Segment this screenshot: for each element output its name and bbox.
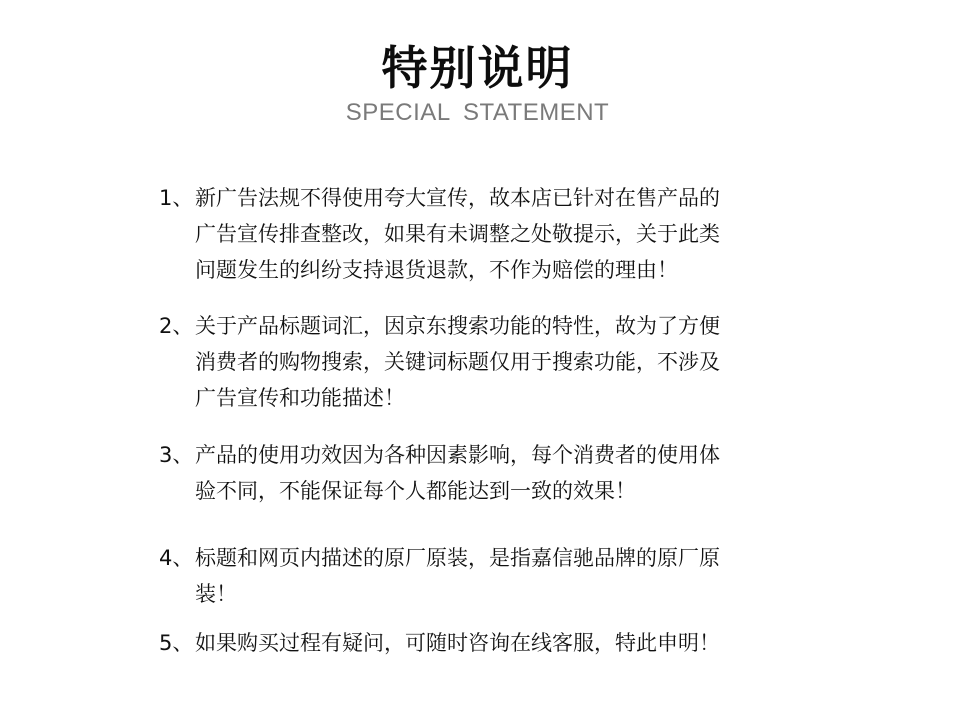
page-subtitle: SPECIAL STATEMENT (345, 99, 610, 126)
item-text (195, 625, 799, 661)
item-line: 广告宣传和功能描述！ (195, 386, 405, 410)
item-number: 2、 (159, 314, 194, 338)
item-line: 装！ (195, 582, 237, 606)
item-text (195, 308, 799, 416)
item-line: 产品的使用功效因为各种因素影响，每个消费者的使用体 (195, 443, 720, 467)
item-line: 如果购买过程有疑问，可随时咨询在线客服，特此申明！ (195, 631, 720, 655)
item-number: 3、 (159, 443, 194, 467)
item-number: 4、 (159, 546, 194, 570)
page-title: 特别说明 (381, 41, 574, 95)
item-number: 5、 (159, 631, 194, 655)
statement-item-3 (159, 437, 799, 509)
item-line: 消费者的购物搜索，关键词标题仅用于搜索功能，不涉及 (195, 350, 720, 374)
item-line: 新广告法规不得使用夸大宣传，故本店已针对在售产品的 (195, 186, 720, 210)
item-line: 广告宣传排查整改，如果有未调整之处敬提示，关于此类 (195, 222, 720, 246)
item-text (195, 540, 799, 612)
item-line: 标题和网页内描述的原厂原装，是指嘉信驰品牌的原厂原 (195, 546, 720, 570)
item-line: 关于产品标题词汇，因京东搜索功能的特性，故为了方便 (195, 314, 720, 338)
item-text (195, 437, 799, 509)
statement-item-5 (159, 625, 799, 661)
statement-item-4 (159, 540, 799, 612)
statement-item-1 (159, 180, 799, 288)
statement-item-2 (159, 308, 799, 416)
item-number: 1、 (159, 186, 194, 210)
item-text (195, 180, 799, 288)
item-line: 验不同，不能保证每个人都能达到一致的效果！ (195, 479, 636, 503)
item-line: 问题发生的纠纷支持退货退款，不作为赔偿的理由！ (195, 258, 678, 282)
